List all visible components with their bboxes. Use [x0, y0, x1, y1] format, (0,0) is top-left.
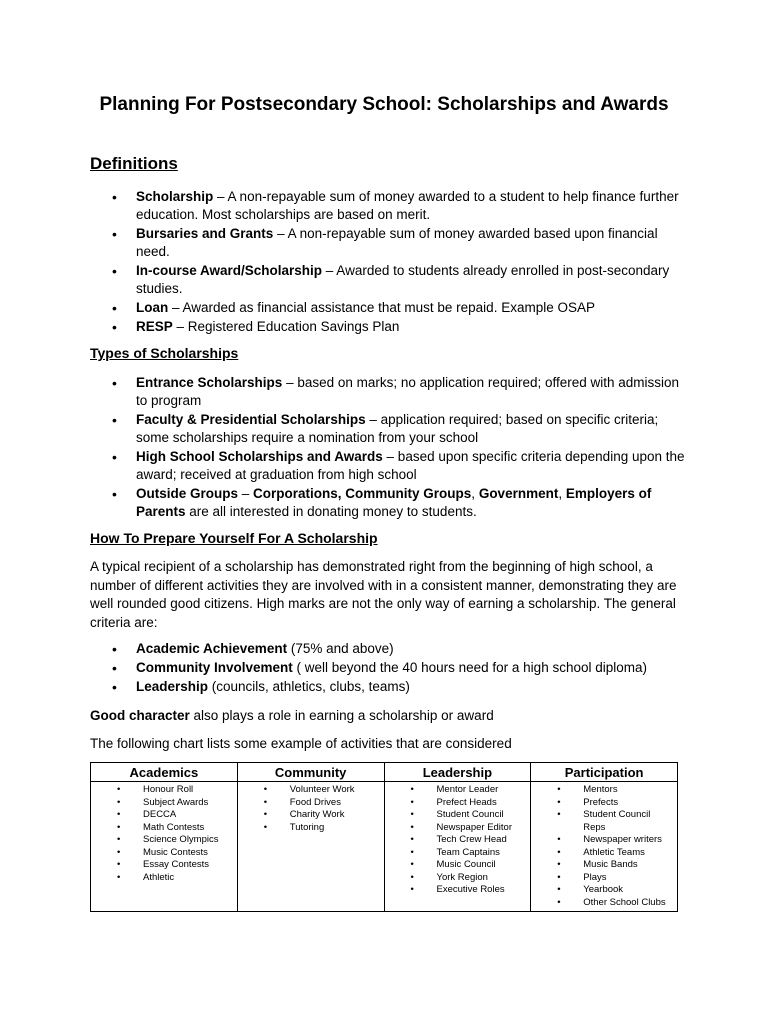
definitions-list — [112, 188, 692, 337]
type-term: Entrance Scholarships — [136, 375, 283, 390]
list-item: • Prefect Heads — [385, 797, 531, 810]
type-text: are all interested in donating money to students. — [185, 504, 477, 519]
group-name: Corporations, Community Groups — [253, 486, 472, 501]
group-name: Employers of Parents — [136, 486, 652, 519]
list-item: • Music Council — [385, 859, 531, 872]
definition-term: RESP — [136, 319, 173, 334]
list-item: • Subject Awards — [91, 797, 237, 810]
column-header-community: Community — [237, 763, 384, 782]
list-item: • DECCA — [91, 809, 237, 822]
definitions-heading: Definitions — [90, 154, 178, 173]
types-heading: Types of Scholarships — [90, 345, 239, 361]
list-item: • Science Olympics — [91, 834, 237, 847]
list-item: • Newspaper Editor — [385, 822, 531, 835]
list-item: • Athletic — [91, 872, 237, 885]
list-item: • Team Captains — [385, 847, 531, 860]
column-header-academics: Academics — [91, 763, 238, 782]
list-item: • Newspaper writers — [531, 834, 677, 847]
good-character-term: Good character — [90, 708, 190, 723]
list-item: • Student Council Reps — [531, 809, 677, 834]
list-item — [112, 299, 692, 317]
criteria-term: Leadership — [136, 679, 209, 694]
prepare-heading: How To Prepare Yourself For A Scholarship — [90, 530, 378, 546]
list-item: • Food Drives — [238, 797, 384, 810]
good-character-text: also plays a role in earning a scholarship or award — [189, 708, 494, 723]
definition-text: – A non-repayable sum of money awarded to a student to help finance further education. Most scholarships are based on merit. — [136, 189, 679, 222]
definition-term: In-course Award/Scholarship — [136, 263, 323, 278]
list-item — [112, 374, 692, 410]
list-item — [112, 485, 692, 521]
list-item: • Math Contests — [91, 822, 237, 835]
good-character-line — [90, 707, 680, 726]
list-item: • Yearbook — [531, 884, 677, 897]
criteria-text: (75% and above) — [287, 641, 394, 656]
list-item — [112, 318, 692, 336]
definition-text: – A non-repayable sum of money awarded based upon financial need. — [136, 226, 658, 259]
chart-intro: The following chart lists some example of activities that are considered — [90, 736, 512, 751]
list-item: • Charity Work — [238, 809, 384, 822]
definition-term: Bursaries and Grants — [136, 226, 274, 241]
separator: , — [471, 486, 479, 501]
page-title: Planning For Postsecondary School: Scholarships and Awards — [99, 94, 669, 115]
list-item: • York Region — [385, 872, 531, 885]
type-text: – — [238, 486, 254, 501]
list-item: • Honour Roll — [91, 784, 237, 797]
definition-text: – Registered Education Savings Plan — [172, 319, 400, 334]
column-header-leadership: Leadership — [384, 763, 531, 782]
list-item: • Prefects — [531, 797, 677, 810]
community-cell — [237, 782, 384, 912]
definition-text: – Awarded to students already enrolled in post-secondary studies. — [136, 263, 670, 296]
prepare-paragraph: A typical recipient of a scholarship has demonstrated right from the beginning of high school, a number of different activities they are involved with in a consistent manner, demonstrating they are well rounded good citizens. High marks are not the only way of earning a scholarship. The general criteria are: — [90, 559, 677, 630]
list-item: • Music Bands — [531, 859, 677, 872]
list-item — [112, 448, 692, 484]
criteria-list — [112, 640, 692, 697]
type-text: – application required; based on specific criteria; some scholarships require a nomination from your school — [136, 412, 659, 445]
type-term: Faculty & Presidential Scholarships — [136, 412, 366, 427]
list-item: • Volunteer Work — [238, 784, 384, 797]
list-item — [112, 225, 692, 261]
list-item: • Executive Roles — [385, 884, 531, 897]
type-text: – based on marks; no application required; offered with admission to program — [136, 375, 680, 408]
separator: , — [558, 486, 566, 501]
list-item: • Essay Contests — [91, 859, 237, 872]
list-item: • Mentors — [531, 784, 677, 797]
leadership-cell — [384, 782, 531, 912]
definition-term: Loan — [136, 300, 169, 315]
leadership-list — [385, 784, 531, 897]
type-term: Outside Groups — [136, 486, 239, 501]
column-header-participation: Participation — [531, 763, 678, 782]
definition-text: – Awarded as financial assistance that must be repaid. Example OSAP — [168, 300, 595, 315]
list-item: • Athletic Teams — [531, 847, 677, 860]
list-item — [112, 640, 692, 658]
type-term: High School Scholarships and Awards — [136, 449, 383, 464]
list-item: • Music Contests — [91, 847, 237, 860]
criteria-term: Community Involvement — [136, 660, 293, 675]
type-text: – based upon specific criteria depending upon the award; received at graduation from high school — [136, 449, 685, 482]
criteria-text: ( well beyond the 40 hours need for a high school diploma) — [292, 660, 647, 675]
list-item — [112, 678, 692, 696]
academics-cell — [91, 782, 238, 912]
criteria-term: Academic Achievement — [136, 641, 288, 656]
participation-cell — [531, 782, 678, 912]
list-item — [112, 411, 692, 447]
list-item: • Student Council — [385, 809, 531, 822]
definition-term: Scholarship — [136, 189, 214, 204]
list-item: • Mentor Leader — [385, 784, 531, 797]
group-name: Government — [478, 486, 559, 501]
criteria-text: (councils, athletics, clubs, teams) — [208, 679, 410, 694]
list-item — [112, 262, 692, 298]
activities-table — [90, 762, 678, 912]
list-item — [112, 188, 692, 224]
list-item — [112, 659, 692, 677]
participation-list — [531, 784, 677, 909]
academics-list — [91, 784, 237, 884]
types-list — [112, 374, 692, 522]
community-list — [238, 784, 384, 834]
list-item: • Tutoring — [238, 822, 384, 835]
list-item: • Tech Crew Head — [385, 834, 531, 847]
list-item: • Plays — [531, 872, 677, 885]
list-item: • Other School Clubs — [531, 897, 677, 910]
